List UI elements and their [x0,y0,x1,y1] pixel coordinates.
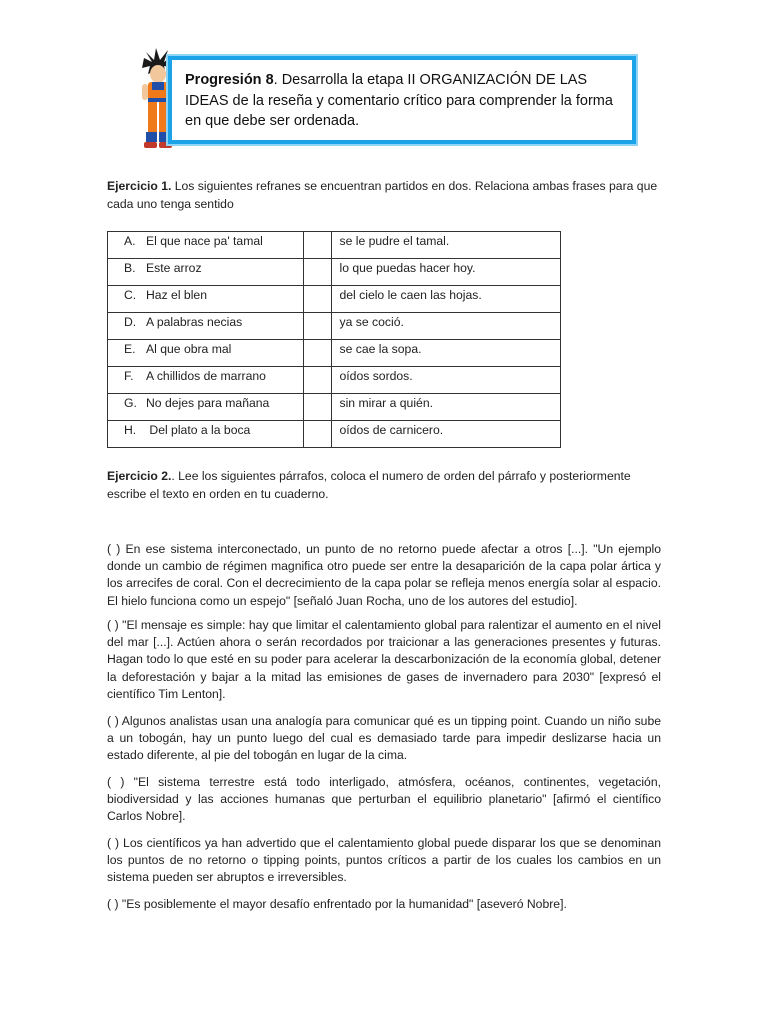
proverb-first-half: El que nace pa' tamal [146,234,263,248]
table-row [108,421,561,448]
exercise-1-instruction: Los siguientes refranes se encuentran partidos en dos. Relaciona ambas frases para que cada uno tenga sentido [107,179,658,211]
row-letter: H. [124,423,137,437]
paragraph-item: ( ) Algunos analistas usan una analogía para comunicar qué es un tipping point. Cuando un niño sube a un tobogán, hay un punto luego del cual es demasiado tarde para impedir deslizarse hacia un estado diferente, al pie del tobogán en lugar de la cima. [107,714,661,763]
answer-blank-cell[interactable] [303,367,331,394]
proverb-first-half: No dejes para mañana [146,396,270,410]
table-row [108,286,561,313]
answer-blank-cell[interactable] [303,394,331,421]
paragraph-item: ( ) "Es posiblemente el mayor desafío enfrentado por la humanidad" [aseveró Nobre]. [107,897,567,911]
proverb-second-half: se cae la sopa. [331,340,561,367]
proverb-second-half: oídos sordos. [331,367,561,394]
exercise-2-heading [107,468,667,503]
proverb-first-half-cell [108,313,304,340]
table-row [108,313,561,340]
table-row [108,232,561,259]
progression-header-box [168,56,636,144]
proverb-first-half: Este arroz [146,261,202,275]
table-row [108,394,561,421]
row-letter: B. [124,261,136,275]
table-row [108,367,561,394]
table-row [108,340,561,367]
table-row [108,259,561,286]
exercise-1-label: Ejercicio 1. [107,179,172,193]
proverbs-table [107,231,561,448]
paragraph-item: ( ) "El sistema terrestre está todo interligado, atmósfera, océanos, continentes, vegetación, biodiversidad y las acciones humanas que perturban el equilibrio planetario" [afirmó el científico Carlos Nobre]. [107,775,661,824]
row-letter: C. [124,288,137,302]
proverb-first-half-cell [108,259,304,286]
paragraph-item: ( ) En ese sistema interconectado, un punto de no retorno puede afectar a otros [...]. "Un ejemplo donde un cambio de régimen magnifica otro puede ser entre la desaparición de la capa polar ártica y los arrecifes de coral. Con el decrecimiento de la capa polar se refleja menos energía solar al espacio. El hielo funciona como un espejo" [señaló Juan Rocha, uno de los autores del estudio]. [107,542,661,608]
proverb-second-half: ya se coció. [331,313,561,340]
proverb-second-half: del cielo le caen las hojas. [331,286,561,313]
row-letter: E. [124,342,136,356]
answer-blank-cell[interactable] [303,421,331,448]
proverb-first-half: Del plato a la boca [146,423,251,437]
proverb-first-half-cell [108,340,304,367]
exercise-2-instruction: . Lee los siguientes párrafos, coloca el numero de orden del párrafo y posteriormente escribe el texto en orden en tu cuaderno. [107,469,631,501]
proverb-first-half-cell [108,421,304,448]
proverb-first-half-cell [108,394,304,421]
proverb-first-half-cell [108,232,304,259]
answer-blank-cell[interactable] [303,232,331,259]
proverb-second-half: oídos de carnicero. [331,421,561,448]
progression-label: Progresión 8 [185,72,274,88]
proverb-first-half-cell [108,286,304,313]
proverb-second-half: lo que puedas hacer hoy. [331,259,561,286]
row-letter: A. [124,234,136,248]
proverb-first-half: A chillidos de marrano [146,369,266,383]
exercise-1-heading [107,178,667,213]
answer-blank-cell[interactable] [303,286,331,313]
row-letter: F. [124,369,134,383]
row-letter: D. [124,315,137,329]
proverb-first-half-cell [108,367,304,394]
proverb-second-half: sin mirar a quién. [331,394,561,421]
row-letter: G. [124,396,137,410]
proverb-first-half: Al que obra mal [146,342,232,356]
proverb-first-half: A palabras necias [146,315,243,329]
paragraph-item: ( ) "El mensaje es simple: hay que limitar el calentamiento global para ralentizar el aumento en el nivel del mar [...]. Actúen ahora o serán recordados por traicionar a las generaciones presentes y futuras. Hagan todo lo que esté en su poder para acelerar la descarbonización de la economía global, detener la deforestación y bajar a la mitad las emisiones de gases de invernadero para 2030" [expresó el científico Tim Lenton]. [107,618,661,701]
answer-blank-cell[interactable] [303,259,331,286]
paragraph-item: ( ) Los científicos ya han advertido que el calentamiento global puede disparar los que se denominan los puntos de no retorno o tipping points, puntos críticos a partir de los cuales los cambios en un sistema pueden ser abruptos e irreversibles. [107,836,661,885]
progression-header-text [185,70,625,132]
answer-blank-cell[interactable] [303,313,331,340]
proverb-first-half: Haz el blen [146,288,207,302]
progression-description: . Desarrolla la etapa II ORGANIZACIÓN DE LAS IDEAS de la reseña y comentario crítico para comprender la forma en que debe ser ordenada. [185,72,613,129]
answer-blank-cell[interactable] [303,340,331,367]
proverb-second-half: se le pudre el tamal. [331,232,561,259]
exercise-2-label: Ejercicio 2. [107,469,172,483]
